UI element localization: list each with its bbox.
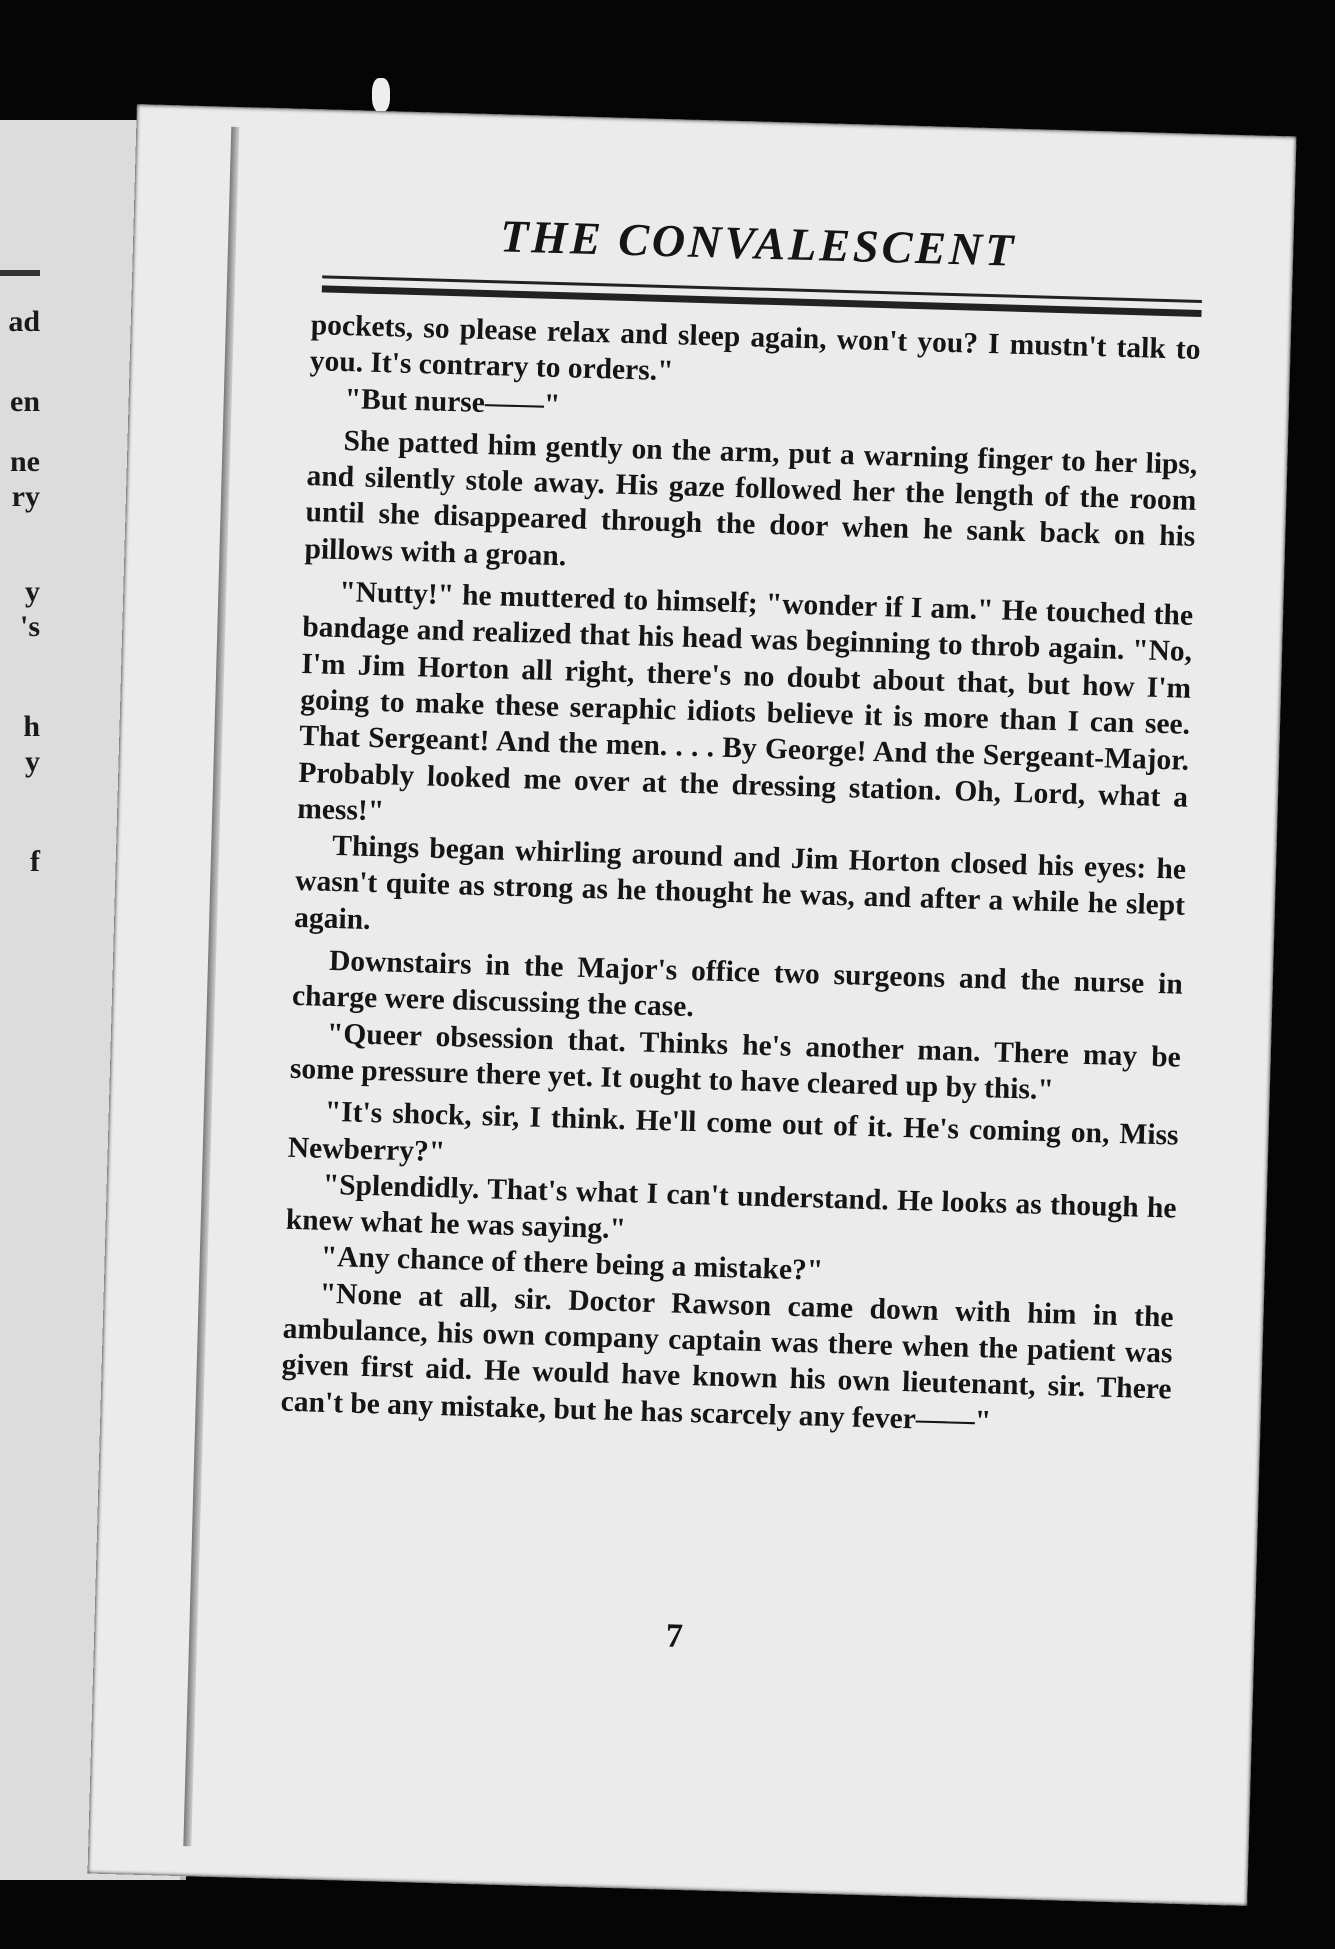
running-header	[318, 204, 1199, 282]
paragraph: "None at all, sir. Doctor Rawson came down with him in the ambulance, his own company captain was there when the patient was given first aid. He would have known his own lieutenant, sir. There can't be any mistake, but he has scarcely any fever——"	[280, 1277, 1174, 1438]
paragraph: "Nutty!" he muttered to himself; "wonder if I am." He touched the bandage and realized that his head was beginning to throb again. "No, I'm Jim Horton all right, there's no doubt about that, but how I'm going to make these seraphic idiots believe it is more than I can see. That Sergeant! And the men. . . . By George! And the Sergeant-Major. Probably looked me over at the dressing station. Oh, Lord, what a mess!"	[296, 576, 1194, 828]
paragraph: "Any chance of there being a mistake?"	[320, 1241, 824, 1288]
facing-page-fragment: f	[30, 845, 40, 878]
facing-page-fragment: ry	[11, 480, 40, 513]
body-text	[280, 307, 1201, 1444]
facing-page-fragment: en	[10, 385, 40, 418]
facing-page-fragment: h	[23, 710, 40, 743]
paragraph: She patted him gently on the arm, put a warning finger to her lips, and silently stole away. His gaze followed her the length of the room until she disappeared through the door when he sank back on his pillows with a groan.	[304, 424, 1198, 573]
page-gutter	[183, 127, 239, 1847]
paragraph: "Splendidly. That's what I can't understand. He looks as though he knew what he was saying."	[285, 1168, 1177, 1246]
facing-page-fragment: y	[25, 745, 40, 778]
paragraph: pockets, so please relax and sleep again, won't you? I mustn't talk to you. It's contrary to orders."	[309, 309, 1201, 388]
facing-page-fragment: ad	[8, 305, 40, 338]
facing-page-fragment: 's	[19, 610, 40, 643]
page-header-title: THE CONVALESCENT	[499, 210, 1018, 276]
paragraph: "It's shock, sir, I think. He'll come out of it. He's coming on, Miss Newberry?"	[287, 1096, 1179, 1168]
facing-page-rule	[0, 270, 40, 276]
paragraph: Downstairs in the Major's office two surgeons and the nurse in charge were discussing the case.	[291, 944, 1184, 1024]
page-number: 7	[665, 1617, 684, 1655]
facing-page-fragment: y	[25, 575, 40, 608]
paragraph: "Queer obsession that. Thinks he's another man. There may be some pressure there yet. It ought to have cleared up by this."	[289, 1017, 1182, 1107]
dust-speck	[372, 78, 390, 112]
facing-page-fragment: ne	[10, 445, 40, 478]
book-page	[88, 104, 1297, 1906]
paragraph: "But nurse——"	[344, 382, 561, 421]
paragraph: Things began whirling around and Jim Horton closed his eyes: he wasn't quite as strong as he thought he was, and after a while he slept again.	[293, 830, 1187, 936]
